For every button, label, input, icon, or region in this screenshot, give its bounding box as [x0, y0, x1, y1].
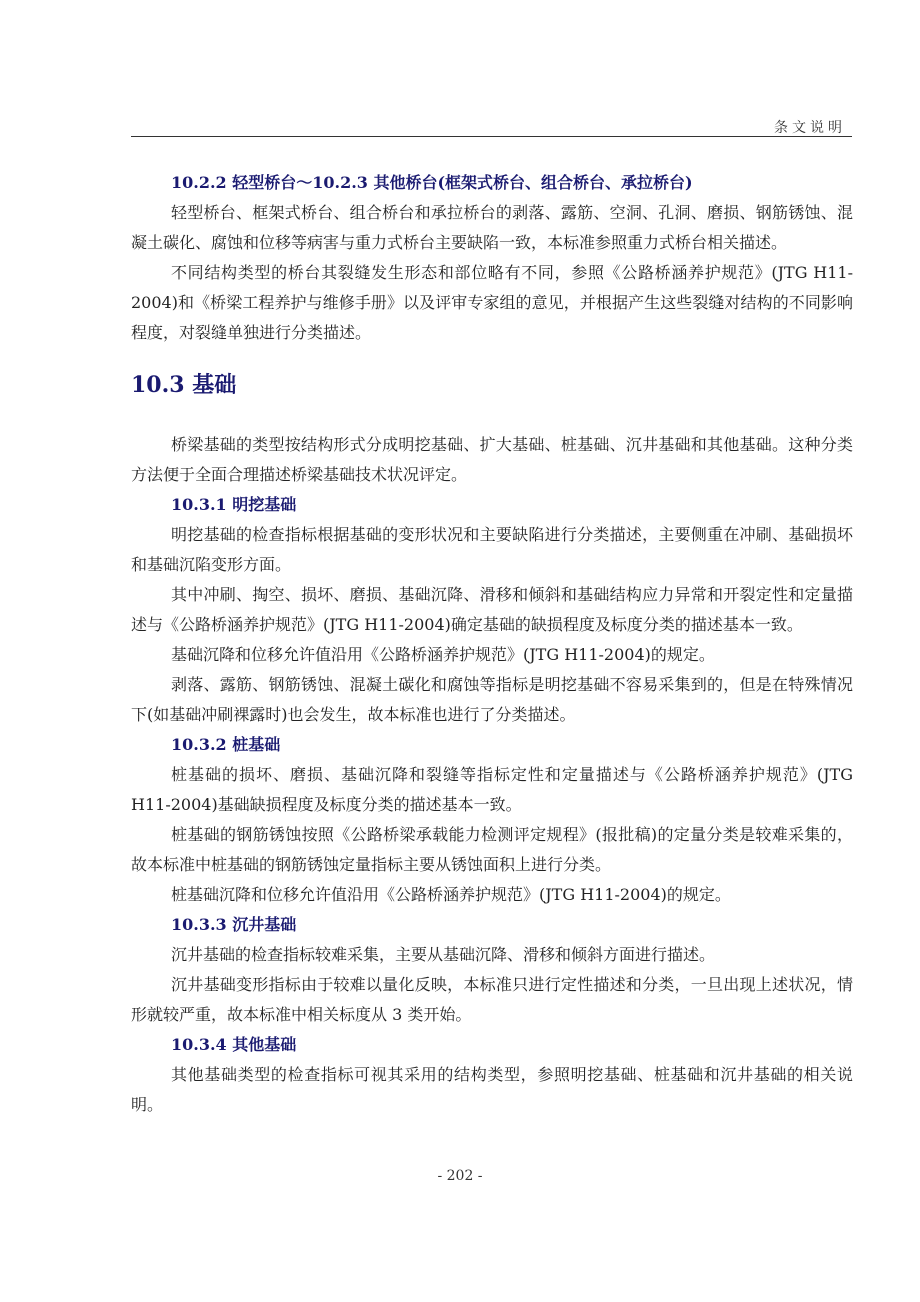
heading-10-2-2: 10.2.2 轻型桥台～10.2.3 其他桥台(框架式桥台、组合桥台、承拉桥台) [171, 173, 693, 192]
paragraph: 桩基础的钢筋锈蚀按照《公路桥梁承载能力检测评定规程》(报批稿)的定量分类是较难采集的，故本标准中桩基础的钢筋锈蚀定量指标主要从锈蚀面积上进行分类。 [131, 825, 853, 874]
heading-10-3-2: 10.3.2 桩基础 [171, 735, 281, 754]
paragraph: 不同结构类型的桥台其裂缝发生形态和部位略有不同，参照《公路桥涵养护规范》(JTG H11-2004)和《桥梁工程养护与维修手册》以及评审专家组的意见，并根据产生这些裂缝对结构的不同影响程度，对裂缝单独进行分类描述。 [131, 263, 853, 342]
paragraph: 其他基础类型的检查指标可视其采用的结构类型，参照明挖基础、桩基础和沉井基础的相关说明。 [131, 1065, 853, 1114]
paragraph: 沉井基础的检查指标较难采集，主要从基础沉降、滑移和倾斜方面进行描述。 [171, 945, 716, 964]
paragraph: 沉井基础变形指标由于较难以量化反映，本标准只进行定性描述和分类，一旦出现上述状况，情形就较严重，故本标准中相关标度从 3 类开始。 [131, 975, 853, 1024]
heading-10-3: 10.3 基础 [131, 372, 237, 398]
paragraph: 桩基础的损坏、磨损、基础沉降和裂缝等指标定性和定量描述与《公路桥涵养护规范》(JTG H11-2004)基础缺损程度及标度分类的描述基本一致。 [131, 765, 853, 814]
paragraph: 基础沉降和位移允许值沿用《公路桥涵养护规范》(JTG H11-2004)的规定。 [171, 645, 715, 664]
page-header-label: 条文说明 [774, 120, 846, 136]
paragraph: 明挖基础的检查指标根据基础的变形状况和主要缺陷进行分类描述，主要侧重在冲刷、基础损坏和基础沉陷变形方面。 [131, 525, 853, 574]
heading-10-3-1: 10.3.1 明挖基础 [171, 495, 297, 514]
paragraph: 其中冲刷、掏空、损坏、磨损、基础沉降、滑移和倾斜和基础结构应力异常和开裂定性和定量描述与《公路桥涵养护规范》(JTG H11-2004)确定基础的缺损程度及标度分类的描述基本一致。 [131, 585, 853, 634]
page-content [131, 168, 853, 1120]
header-divider [131, 136, 852, 137]
heading-10-3-4: 10.3.4 其他基础 [171, 1035, 297, 1054]
paragraph: 剥落、露筋、钢筋锈蚀、混凝土碳化和腐蚀等指标是明挖基础不容易采集到的，但是在特殊情况下(如基础冲刷裸露时)也会发生，故本标准也进行了分类描述。 [131, 675, 853, 724]
heading-10-3-3: 10.3.3 沉井基础 [171, 915, 297, 934]
paragraph: 桥梁基础的类型按结构形式分成明挖基础、扩大基础、桩基础、沉井基础和其他基础。这种分类方法便于全面合理描述桥梁基础技术状况评定。 [131, 435, 853, 484]
paragraph: 轻型桥台、框架式桥台、组合桥台和承拉桥台的剥落、露筋、空洞、孔洞、磨损、钢筋锈蚀、混凝土碳化、腐蚀和位移等病害与重力式桥台主要缺陷一致，本标准参照重力式桥台相关描述。 [131, 203, 853, 252]
page-number: - 202 - [437, 1168, 483, 1184]
paragraph: 桩基础沉降和位移允许值沿用《公路桥涵养护规范》(JTG H11-2004)的规定。 [171, 885, 731, 904]
